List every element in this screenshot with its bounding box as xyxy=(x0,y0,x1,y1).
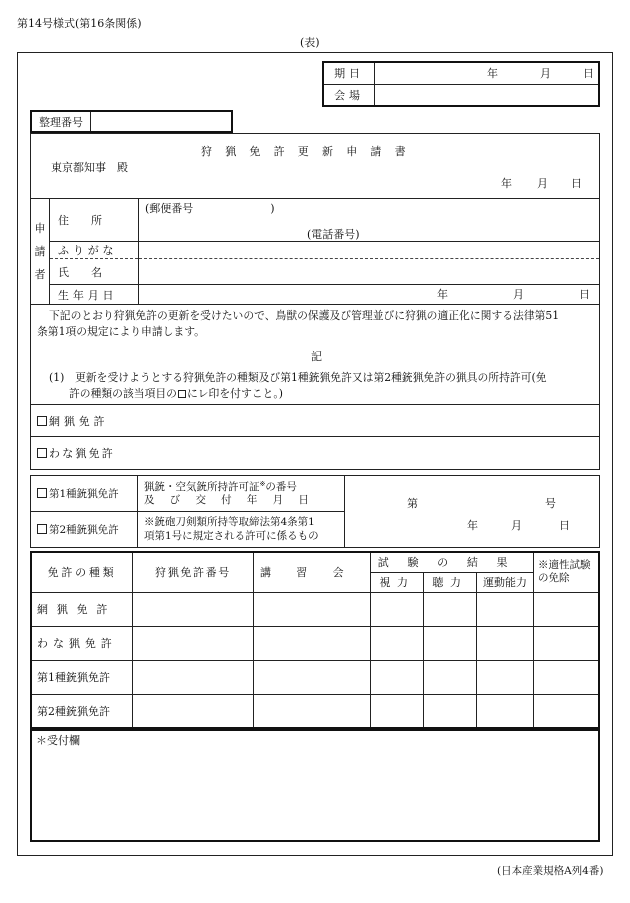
header-hearing: 聴力 xyxy=(424,572,477,592)
reception-box[interactable] xyxy=(30,729,600,842)
date-field[interactable] xyxy=(375,62,600,84)
row-vision-cell[interactable] xyxy=(371,592,424,626)
row-label: 網猟免許 xyxy=(31,592,133,626)
row-course-cell[interactable] xyxy=(254,660,371,694)
header-exam: 試験の結果 xyxy=(371,552,534,572)
birth-day: 日 xyxy=(579,288,590,301)
ref-number-label: 整理番号 xyxy=(31,111,91,132)
permit-year: 年 xyxy=(467,519,478,532)
ki-label: 記 xyxy=(311,350,322,363)
item1-line1: (1) 更新を受けようとする狩猟免許の種類及び第1種銃猟免許又は第2種銃猟免許の猟具の所持許可(免 xyxy=(49,371,547,384)
row-course-cell[interactable] xyxy=(254,694,371,728)
license-trap-label: わな猟免許 xyxy=(49,447,115,460)
row-exempt-cell[interactable] xyxy=(534,694,600,728)
row-course-cell[interactable] xyxy=(254,626,371,660)
license-net-label: 網猟免許 xyxy=(49,414,109,428)
statement-line2: 条第1項の規定により申請します。 xyxy=(37,325,205,338)
row-label: 第2種銃猟免許 xyxy=(31,694,133,728)
side-label: (表) xyxy=(300,36,320,49)
checkbox-icon[interactable] xyxy=(37,488,47,498)
header-number: 狩猟免許番号 xyxy=(133,552,254,592)
row-hearing-cell[interactable] xyxy=(424,626,477,660)
row-exempt-cell[interactable] xyxy=(534,626,600,660)
phone-number: (電話番号) xyxy=(307,228,360,241)
venue-field[interactable] xyxy=(375,84,600,106)
row-motor-cell[interactable] xyxy=(477,626,534,660)
birth-month: 月 xyxy=(513,288,524,301)
permit-number-field[interactable] xyxy=(345,476,600,548)
row-number-cell[interactable] xyxy=(133,694,254,728)
apply-day: 日 xyxy=(571,177,582,190)
ref-number-box xyxy=(30,110,233,133)
address-field[interactable] xyxy=(139,199,600,242)
addressee: 東京都知事 殿 xyxy=(51,161,128,174)
date-label: 期日 xyxy=(323,62,375,84)
row-number-cell[interactable] xyxy=(133,592,254,626)
postal-code: (郵便番号 ) xyxy=(145,202,275,215)
statement-cell xyxy=(31,305,600,405)
permit-day: 日 xyxy=(559,519,570,532)
name-label: 氏 名 xyxy=(50,259,139,285)
row-exempt-cell[interactable] xyxy=(534,592,600,626)
permit-label-cell: 猟銃・空気銃所持許可証※の番号 及び交付年月日 xyxy=(138,476,345,512)
header-exempt: ※適性試験 の免除 xyxy=(534,552,600,592)
row-label: わな猟免許 xyxy=(31,626,133,660)
license-gun1-label: 第1種銃猟免許 xyxy=(49,488,119,500)
birth-year: 年 xyxy=(437,288,448,301)
license-net-cell[interactable] xyxy=(31,405,600,437)
standard-note: (日本産業規格A列4番) xyxy=(497,865,604,877)
birth-field[interactable] xyxy=(139,285,600,305)
furigana-field[interactable] xyxy=(139,242,600,259)
row-motor-cell[interactable] xyxy=(477,660,534,694)
applicant-group-label: 申請者 xyxy=(31,199,50,305)
permit-note-cell: ※銃砲刀剣類所持等取締法第4条第1 項第1号に規定される許可に係るもの xyxy=(138,512,345,548)
applicant-table xyxy=(30,133,600,470)
license-trap-cell[interactable] xyxy=(31,437,600,470)
license-gun2-label: 第2種銃猟免許 xyxy=(49,524,119,536)
row-hearing-cell[interactable] xyxy=(424,660,477,694)
row-exempt-cell[interactable] xyxy=(534,660,600,694)
row-hearing-cell[interactable] xyxy=(424,694,477,728)
row-vision-cell[interactable] xyxy=(371,626,424,660)
meeting-box xyxy=(322,61,600,107)
header-course: 講習会 xyxy=(254,552,371,592)
row-hearing-cell[interactable] xyxy=(424,592,477,626)
row-vision-cell[interactable] xyxy=(371,694,424,728)
reception-label: ＊受付欄 xyxy=(36,734,80,747)
checkbox-icon[interactable] xyxy=(37,416,47,426)
permit-number-suffix: 号 xyxy=(545,497,556,510)
license-gun2-cell[interactable] xyxy=(31,512,138,548)
ref-number-field[interactable] xyxy=(91,111,233,132)
date-year: 年 xyxy=(487,67,498,80)
item1-line2: 許の種類の該当項目の にレ印を付すこと。) xyxy=(69,387,283,400)
gun-permit-table xyxy=(30,475,600,548)
address-label: 住 所 xyxy=(50,199,139,242)
checkbox-icon[interactable] xyxy=(37,524,47,534)
row-motor-cell[interactable] xyxy=(477,592,534,626)
apply-month: 月 xyxy=(537,177,548,190)
results-table xyxy=(30,551,600,729)
date-month: 月 xyxy=(540,67,551,80)
apply-year: 年 xyxy=(501,177,512,190)
form-label: 第14号様式(第16条関係) xyxy=(17,17,142,30)
furigana-label: ふりがな xyxy=(50,242,139,259)
venue-label: 会場 xyxy=(323,84,375,106)
row-vision-cell[interactable] xyxy=(371,660,424,694)
header-motor: 運動能力 xyxy=(477,572,534,592)
row-number-cell[interactable] xyxy=(133,660,254,694)
title-cell xyxy=(31,134,600,199)
row-motor-cell[interactable] xyxy=(477,694,534,728)
checkbox-icon[interactable] xyxy=(37,448,47,458)
checkbox-sample-icon xyxy=(178,390,186,398)
row-course-cell[interactable] xyxy=(254,592,371,626)
row-number-cell[interactable] xyxy=(133,626,254,660)
license-gun1-cell[interactable] xyxy=(31,476,138,512)
statement-line1: 下記のとおり狩猟免許の更新を受けたいので、鳥獣の保護及び管理並びに狩猟の適正化に関する法律第51 xyxy=(49,309,560,322)
birth-label: 生年月日 xyxy=(50,285,139,305)
permit-month: 月 xyxy=(511,519,522,532)
date-day: 日 xyxy=(583,67,594,80)
form-title: 狩猟免許更新申請書 xyxy=(201,145,419,158)
permit-number-prefix: 第 xyxy=(407,497,418,510)
name-field[interactable] xyxy=(139,259,600,285)
row-label: 第1種銃猟免許 xyxy=(31,660,133,694)
header-vision: 視力 xyxy=(371,572,424,592)
header-type: 免許の種類 xyxy=(31,552,133,592)
